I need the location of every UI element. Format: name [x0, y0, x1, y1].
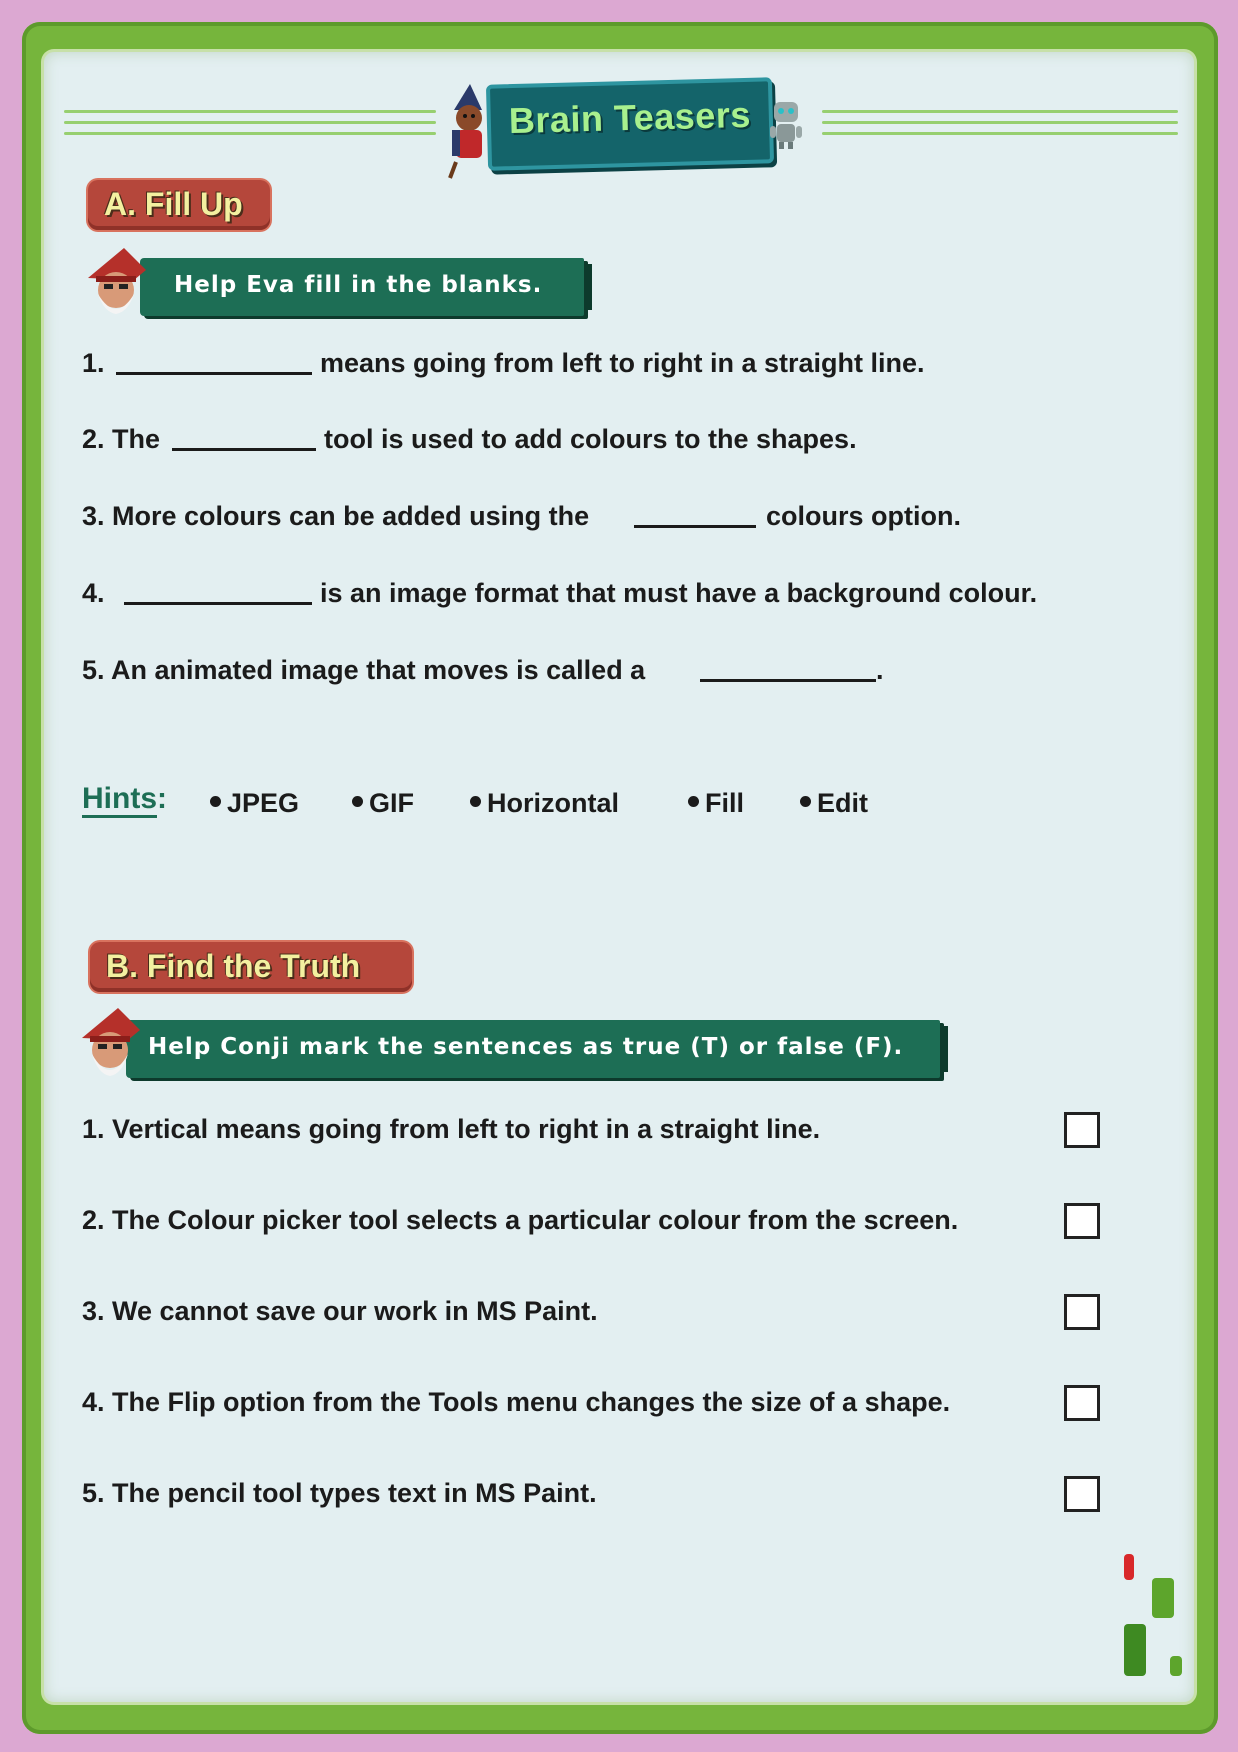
- fill-question-4: [82, 578, 105, 609]
- section-a-instruction: Help Eva fill in the blanks.: [174, 272, 543, 298]
- answer-blank-4[interactable]: [124, 602, 312, 605]
- paint-mark-decoration: [1124, 1554, 1134, 1580]
- eva-wizard-icon: [84, 248, 148, 320]
- truth-statement-2: 2. The Colour picker tool selects a particular colour from the screen.: [82, 1205, 959, 1235]
- answer-blank-1[interactable]: [116, 372, 312, 375]
- fill-question-4-text: is an image format that must have a background colour.: [320, 578, 1038, 608]
- hint-item: Fill: [688, 788, 744, 819]
- section-a-title: A. Fill Up: [104, 186, 243, 222]
- hint-item: GIF: [352, 788, 414, 819]
- fill-question-5-text: .: [876, 655, 884, 685]
- fill-question-3-pre: 3. More colours can be added using the: [82, 501, 590, 531]
- question-number: 1.: [82, 348, 105, 378]
- paint-mark-decoration: [1124, 1624, 1146, 1676]
- truth-statement-3: 3. We cannot save our work in MS Paint.: [82, 1296, 598, 1326]
- wizard-character-icon: [446, 84, 492, 180]
- answer-blank-3[interactable]: [634, 525, 756, 528]
- page-title: Brain Teasers: [508, 93, 752, 142]
- truth-statement-5: 5. The pencil tool types text in MS Paint.: [82, 1478, 597, 1508]
- header-lines-right: [822, 110, 1178, 146]
- answer-blank-2[interactable]: [172, 448, 316, 451]
- fill-question-1-text: means going from left to right in a straight line.: [320, 348, 925, 378]
- fill-question-2-pre: 2. The: [82, 424, 161, 454]
- section-b-title: B. Find the Truth: [106, 948, 361, 984]
- answer-checkbox-5[interactable]: [1064, 1476, 1100, 1512]
- fill-question-3-text: colours option.: [766, 501, 961, 531]
- question-number: 4.: [82, 578, 105, 608]
- fill-question-2-text: tool is used to add colours to the shapes.: [324, 424, 857, 454]
- hints-label-colon: :: [157, 782, 167, 815]
- hint-item: Horizontal: [470, 788, 619, 819]
- answer-checkbox-2[interactable]: [1064, 1203, 1100, 1239]
- section-a-instruction-banner: [140, 258, 584, 316]
- fill-question-5-pre: 5. An animated image that moves is called a: [82, 655, 646, 685]
- robot-character-icon: [768, 98, 804, 150]
- header-lines-left: [64, 110, 436, 146]
- section-a-tag: [88, 180, 270, 230]
- hints-label-text: Hints: [82, 782, 157, 818]
- paint-mark-decoration: [1152, 1578, 1174, 1618]
- paint-mark-decoration: [1170, 1656, 1182, 1676]
- answer-checkbox-3[interactable]: [1064, 1294, 1100, 1330]
- hint-item: Edit: [800, 788, 868, 819]
- answer-checkbox-4[interactable]: [1064, 1385, 1100, 1421]
- conji-wizard-icon: [78, 1008, 142, 1082]
- section-b-instruction: Help Conji mark the sentences as true (T) or false (F).: [148, 1034, 904, 1060]
- truth-statement-1: 1. Vertical means going from left to right in a straight line.: [82, 1114, 821, 1144]
- answer-checkbox-1[interactable]: [1064, 1112, 1100, 1148]
- truth-statement-4: 4. The Flip option from the Tools menu changes the size of a shape.: [82, 1387, 951, 1417]
- fill-question-1: [82, 348, 105, 379]
- title-plate: [486, 77, 774, 170]
- hints-label: [82, 782, 167, 816]
- section-b-tag: [90, 942, 412, 992]
- hint-item: JPEG: [210, 788, 299, 819]
- answer-blank-5[interactable]: [700, 679, 876, 682]
- section-b-instruction-banner: [126, 1020, 940, 1078]
